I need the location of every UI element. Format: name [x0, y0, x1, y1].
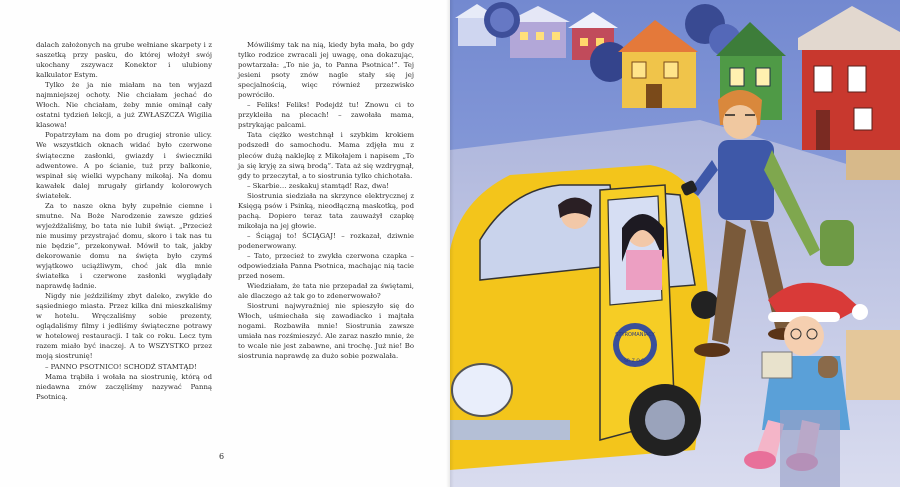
yellow-car	[450, 165, 719, 470]
paragraph: Siostruni najwyraźniej nie spieszyło się do Włoch, uśmiechała się zawadiacko i majtała nogami. Rozbawiła mnie! Siostrunia zawsze umiała nas rozśmieszyć. Ale zaraz naszło mnie, że to wcale nie jest zabawne, ani trochę. Już nie! Bo siostrunia naprawdę za dużo sobie pozwalała.	[238, 302, 414, 361]
paragraph: – Skarbie… zeskakuj stamtąd! Raz, dwa!	[247, 181, 390, 190]
text-column-right	[238, 40, 414, 362]
illustration-street-scene	[450, 0, 900, 487]
paragraph: – PANNO PSOTNICO! SCHODŹ STAMTĄD!	[45, 362, 197, 371]
paragraph: Tata ciężko westchnął i szybkim krokiem podszedł do samochodu. Mama zdjęła mu z pleców dużą naklejkę z Mikołajem i napisem „To ja się kryję za siwą brodą”. Tata aż się wzdrygnął, gdy to przeczytał, a to siostrunia tylko chichotała.	[238, 131, 414, 180]
paragraph: Popatrzyłam na dom po drugiej stronie ulicy. We wszystkich oknach widać było czerwone świąteczne zasłonki, gwiazdy i świeczniki adwentowe. A po ścianie, tuż przy balkonie, wspinał się wielki wypchany mikołaj. Na domu kawałek dalej mrugały girlandy kolorowych światełek.	[36, 131, 212, 200]
door-logo-subtext: SP. Z O.O.	[624, 359, 646, 364]
paragraph: Mama trąbiła i wołała na siostrunię, którą od niedawna znów zaczęliśmy nazywać Panną Psotnicą.	[36, 372, 212, 401]
paragraph: – Tato, przecież to zwykła czerwona czapka – odpowiedziała Panna Psotnica, machając nią tacie przed nosem.	[238, 251, 414, 281]
paragraph: Tylko że ja nie miałam na ten wyjazd najmniejszej ochoty. Nie chciałam jechać do Włoch. Nie chciałam, żeby mnie ominął cały ostatni tydzień lekcji, a już ZWŁASZCZA Wigilia klasowa!	[36, 81, 212, 130]
paragraph: Siostrunia siedziała na skrzynce elektrycznej z Księgą psów i Psinką, nieodłączną maskotką, pod pachą. Dopiero teraz tata zauważył czapkę mikołaja na jej głowie.	[238, 191, 414, 230]
text-column-left	[36, 40, 212, 402]
electric-box	[780, 410, 840, 487]
book-gutter	[446, 0, 454, 487]
paragraph: – Ściągaj to! ŚCIĄGAJ! – rozkazał, dziwnie podenerwowany.	[238, 231, 414, 250]
paragraph: Mówiliśmy tak na nią, kiedy była mała, bo gdy tylko rodzice zwracali jej uwagę, ona dokazując, powtarzała: „To nie ja, to Panna Psotnica!”. Tej jesieni psoty znów nagle stały się jej specjalnością, więc również przezwisko powróciło.	[238, 41, 414, 100]
page-number: 6	[219, 452, 225, 461]
paragraph: Nigdy nie jeździliśmy zbyt daleko, zwykle do sąsiedniego miasta. Przez kilka dni mieszkaliśmy w hotelu. Wręczaliśmy sobie prezenty, oglądaliśmy filmy i jedliśmy świąteczne potrawy w hotelowej restauracji. I tak co roku. Lecz tym razem miało być inaczej. A to WSZYSTKO przez moją siostrunię!	[36, 292, 212, 361]
paragraph: Za to nasze okna były zupełnie ciemne i smutne. Na Boże Narodzenie zawsze gdzieś wyjeżdżaliśmy, bo tata nie lubił świąt. „Przecież nie musimy przystrajać domu, skoro i tak nas tu nie będzie”, przekonywał. Mówił to tak, jakby dekorowanie domu na święta było czymś wyjątkowo uciążliwym, choć jak dla mnie światełka i czerwone zasłonki wyglądały naprawdę ładnie.	[36, 201, 212, 291]
paragraph: dalach założonych na grube wełniane skarpety i z saszetką przy pasku, do której włożył swój ukochany zszywacz Konektor i ulubiony kalkulator Estym.	[36, 41, 212, 80]
paragraph: Wiedziałam, że tata nie przepadał za świętami, ale dlaczego aż tak go to zdenerwowało?	[238, 282, 414, 301]
door-logo-text: STYROMANIACY	[615, 332, 655, 338]
paragraph: – Feliks! Feliks! Podejdź tu! Znowu ci to przykleiła na plecach! – zawołała mama, pstrykając palcami.	[238, 101, 414, 130]
